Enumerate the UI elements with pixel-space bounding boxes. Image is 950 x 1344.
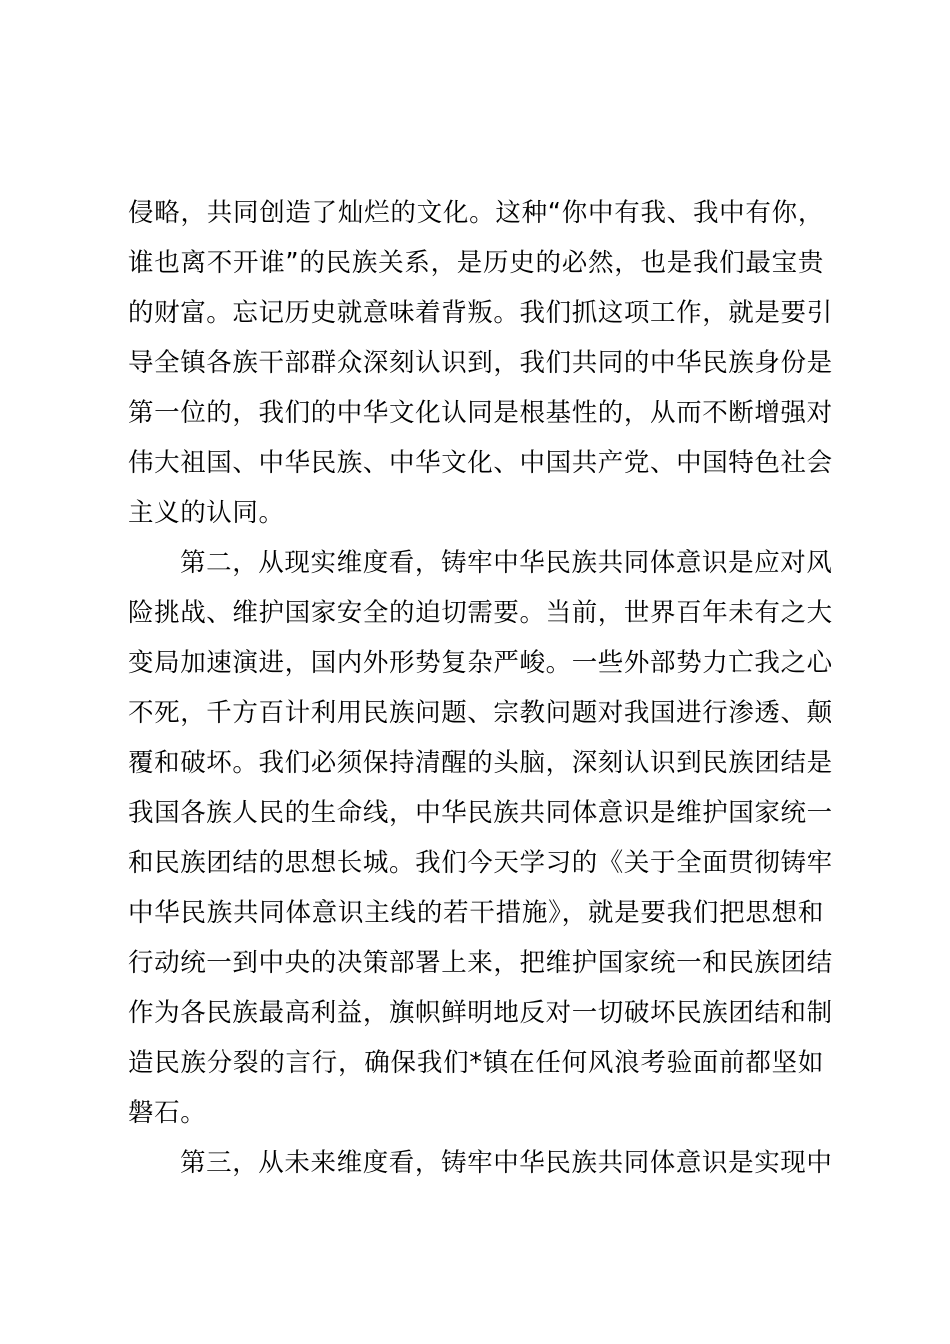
- text-line: 第二，从现实维度看，铸牢中华民族共同体意识是应对风: [180, 548, 833, 578]
- text-line: 和民族团结的思想长城。我们今天学习的《关于全面贯彻铸牢: [128, 848, 833, 878]
- text-line: 变局加速演进，国内外形势复杂严峻。一些外部势力亡我之心: [128, 648, 833, 678]
- text-line: 造民族分裂的言行，确保我们*镇在任何风浪考验面前都坚如: [128, 1048, 824, 1078]
- text-line: 中华民族共同体意识主线的若干措施》，就是要我们把思想和: [128, 898, 824, 928]
- paragraph-second-reality: [128, 538, 833, 1138]
- text-line: 作为各民族最高利益，旗帜鲜明地反对一切破坏民族团结和制: [128, 998, 833, 1028]
- text-line: 谁也离不开谁”的民族关系，是历史的必然，也是我们最宝贵: [128, 248, 824, 278]
- text-line: 的财富。忘记历史就意味着背叛。我们抓这项工作，就是要引: [128, 298, 833, 328]
- paragraph-third-future: [128, 1138, 833, 1188]
- text-line: 第三，从未来维度看，铸牢中华民族共同体意识是实现中: [180, 1148, 833, 1178]
- document-body: [128, 188, 833, 1188]
- text-line: 不死，千方百计利用民族问题、宗教问题对我国进行渗透、颠: [128, 698, 833, 728]
- paragraph-history-continuation: [128, 188, 833, 538]
- text-line: 险挑战、维护国家安全的迫切需要。当前，世界百年未有之大: [128, 598, 833, 628]
- text-line: 主义的认同。: [128, 498, 285, 528]
- text-line: 侵略，共同创造了灿烂的文化。这种“你中有我、我中有你，: [128, 198, 824, 228]
- text-line: 磐石。: [128, 1098, 207, 1128]
- text-line: 伟大祖国、中华民族、中华文化、中国共产党、中国特色社会: [128, 448, 833, 478]
- text-line: 行动统一到中央的决策部署上来，把维护国家统一和民族团结: [128, 948, 833, 978]
- text-line: 覆和破坏。我们必须保持清醒的头脑，深刻认识到民族团结是: [128, 748, 833, 778]
- text-line: 导全镇各族干部群众深刻认识到，我们共同的中华民族身份是: [128, 348, 833, 378]
- text-line: 我国各族人民的生命线，中华民族共同体意识是维护国家统一: [128, 798, 833, 828]
- text-line: 第一位的，我们的中华文化认同是根基性的，从而不断增强对: [128, 398, 833, 428]
